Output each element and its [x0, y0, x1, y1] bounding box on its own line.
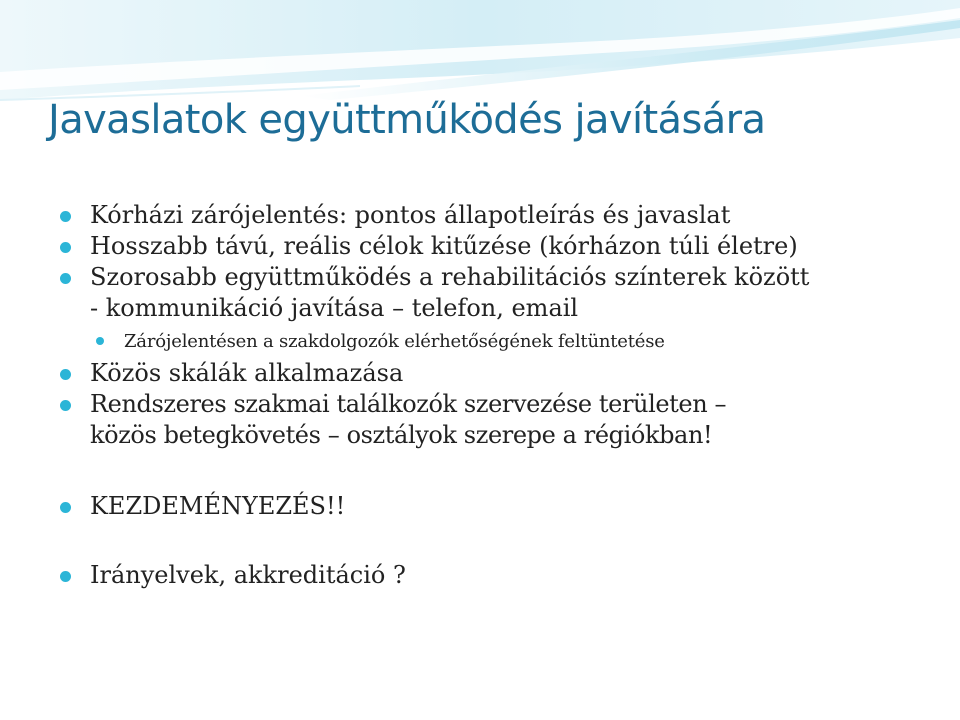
bullet-text: Kórházi zárójelentés: pontos állapotleírás és javaslat	[90, 201, 731, 229]
bullet-text: Közös skálák alkalmazása	[90, 359, 404, 387]
bullet-item	[60, 560, 930, 591]
bullet-dot-icon	[60, 369, 71, 380]
sub-bullet-text: Zárójelentésen a szakdolgozók elérhetőségének feltüntetése	[124, 331, 665, 352]
bullet-text: KEZDEMÉNYEZÉS!!	[90, 492, 346, 520]
header-wave-decoration	[0, 0, 960, 110]
bullet-text: Irányelvek, akkreditáció ?	[90, 561, 406, 589]
bullet-dot-icon	[60, 273, 71, 284]
bullet-text-continuation: - kommunikáció javítása – telefon, email	[90, 294, 579, 322]
bullet-item	[60, 389, 930, 451]
bullet-text: Hosszabb távú, reális célok kitűzése (kórházon túli életre)	[90, 232, 798, 260]
bullet-item	[60, 491, 930, 522]
slide-title: Javaslatok együttműködés javítására	[48, 97, 766, 143]
bullet-dot-icon	[60, 571, 71, 582]
bullet-item	[60, 231, 930, 262]
sub-bullet-item	[60, 328, 930, 356]
bullet-item	[60, 358, 930, 389]
bullet-dot-icon	[60, 400, 71, 411]
bullet-dot-icon	[60, 242, 71, 253]
bullet-dot-icon	[60, 502, 71, 513]
sub-bullet-dot-icon	[96, 337, 104, 345]
bullet-text-continuation: közös betegkövetés – osztályok szerepe a régiókban!	[90, 421, 713, 449]
bullet-dot-icon	[60, 211, 71, 222]
bullet-text: Rendszeres szakmai találkozók szervezése területen –	[90, 390, 727, 418]
bullet-text: Szorosabb együttműködés a rehabilitációs színterek között	[90, 263, 810, 291]
bullet-item	[60, 262, 930, 324]
bullet-list	[60, 200, 930, 591]
bullet-item	[60, 200, 930, 231]
